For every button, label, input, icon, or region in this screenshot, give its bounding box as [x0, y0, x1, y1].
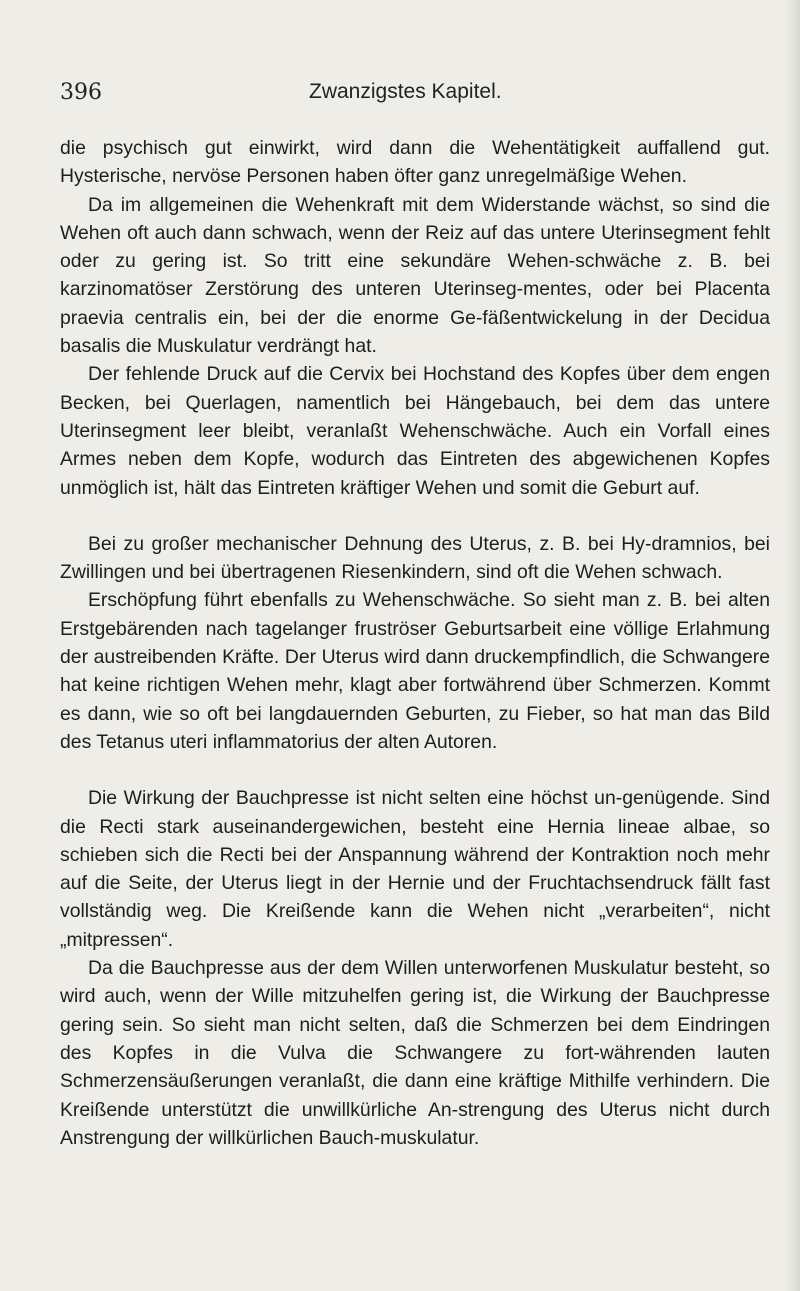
page-edge-shadow [786, 0, 800, 1291]
paragraph-6: Die Wirkung der Bauchpresse ist nicht selten eine höchst un-genügende. Sind die Recti stark auseinandergewichen, besteht eine Hernia lineae albae, so schieben sich die Recti bei der Anspannung während der Kontraktion noch mehr auf die Seite, der Uterus liegt in der Hernie und der Fruchtachsendruck fällt fast vollständig weg. Die Kreißende kann die Wehen nicht „verarbeiten“, nicht „mitpressen“. [60, 787, 770, 951]
paragraph-2: Da im allgemeinen die Wehenkraft mit dem Widerstande wächst, so sind die Wehen oft auch dann schwach, wenn der Reiz auf das untere Uterinsegment fehlt oder zu gering ist. So tritt eine sekundäre Wehen-schwäche z. B. bei karzinomatöser Zerstörung des unteren Uterinseg-mentes, oder bei Placenta praevia centralis ein, bei der die enorme Ge-fäßentwickelung in der Decidua basalis die Muskulatur verdrängt hat. [60, 193, 770, 358]
paragraph-5: Erschöpfung führt ebenfalls zu Wehenschwäche. So sieht man z. B. bei alten Erstgebärenden nach tagelanger fruströser Geburtsarbeit eine völlige Erlahmung der austreibenden Kräfte. Der Uterus wird dann druckempfindlich, die Schwangere hat keine richtigen Wehen mehr, klagt aber fortwährend über Schmerzen. Kommt es dann, wie so oft bei langdauernden Geburten, zu Fieber, so hat man das Bild des Tetanus uteri inflammatorius der alten Autoren. [60, 589, 770, 753]
body-text [60, 134, 770, 1152]
page-header [0, 74, 800, 114]
paragraph-7: Da die Bauchpresse aus der dem Willen unterworfenen Muskulatur besteht, so wird auch, wenn der Wille mitzuhelfen gering ist, die Wirkung der Bauchpresse gering sein. So sieht man nicht selten, daß die Schmerzen bei dem Eindringen des Kopfes in die Vulva die Schwangere zu fort-währenden lauten Schmerzensäußerungen veranlaßt, die dann eine kräftige Mithilfe verhindern. Die Kreißende unterstützt die unwillkürliche An-strengung des Uterus nicht durch Anstrengung der willkürlichen Bauch-muskulatur. [60, 957, 770, 1149]
paragraph-4: Bei zu großer mechanischer Dehnung des Uterus, z. B. bei Hy-dramnios, bei Zwillingen und bei übertragenen Riesenkindern, sind oft die Wehen schwach. [60, 532, 770, 584]
paragraph-3: Der fehlende Druck auf die Cervix bei Hochstand des Kopfes über dem engen Becken, bei Querlagen, namentlich bei Hängebauch, bei dem das untere Uterinsegment leer bleibt, veranlaßt Wehenschwäche. Auch ein Vorfall eines Armes neben dem Kopfe, wodurch das Eintreten des abgewichenen Kopfes unmöglich ist, hält das Eintreten kräftiger Wehen und somit die Geburt auf. [60, 363, 770, 499]
paragraph-1: die psychisch gut einwirkt, wird dann die Wehentätigkeit auffallend gut. Hysterische, nervöse Personen haben öfter ganz unregelmäßige Wehen. [60, 137, 770, 188]
running-head: Zwanzigstes Kapitel. [309, 80, 502, 103]
page-number: 396 [60, 80, 102, 105]
